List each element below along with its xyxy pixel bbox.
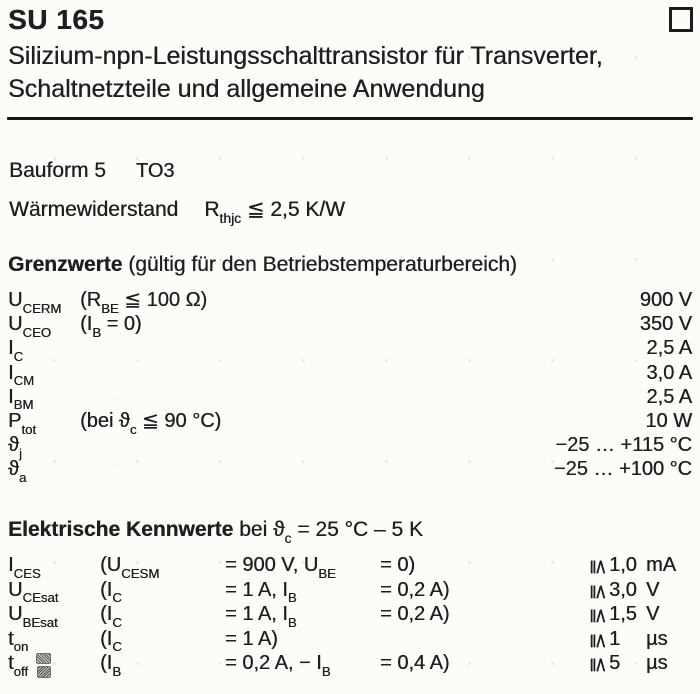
char-cond-open: ($U_{CESM}$ [100,554,160,581]
char-symbol: $I_{CES}$ [8,554,41,581]
title-divider [7,117,693,120]
limit-row [8,409,692,437]
characteristics-table [8,553,692,679]
package-value: TO3 [135,160,175,182]
limit-value: −25 … +100 °C [553,458,692,481]
char-value: 1 [609,627,621,650]
char-cond-open: ($I_B$ [100,652,122,679]
thermal-resistance-value: $R_{thjc}$ ≦ 2,5 K/W [204,198,345,226]
limit-value: 2,5 A [646,337,692,360]
limit-value: 3,0 A [646,361,692,384]
limit-condition: $(I_B = 0)$ [80,313,142,340]
corner-box-icon [669,7,693,32]
char-value: 5 [609,652,621,674]
limit-row [8,457,692,485]
char-value: 1,5 [609,603,637,625]
package-label: Bauform 5 [9,159,106,182]
limit-row [8,336,692,364]
characteristics-heading-note: bei $ϑ_c = 25$ °C – 5 K [239,518,423,546]
limit-symbol: $U_{CEO}$ [8,313,52,340]
char-cond-mid: = 1 A) [225,627,278,650]
characteristic-row [8,602,692,630]
limit-value: 350 V [639,313,692,336]
characteristic-row [8,627,692,655]
char-cond-open: ($I_C$ [100,627,122,655]
limit-value: 10 W [645,409,692,432]
subtitle-line-2: Schaltnetzteile und allgemeine Anwendung [8,75,485,103]
limits-section-heading [8,253,517,277]
page-header [8,4,693,36]
less-equal-icon: ≦ [586,558,609,576]
char-value: 1,0 [609,554,637,576]
char-symbol: $t_{off}$ [8,652,28,679]
char-cond-open: ($I_C$ [100,578,122,606]
less-equal-icon: ≦ [586,583,609,600]
char-unit: µs [646,627,668,650]
characteristics-section-heading [8,518,423,546]
char-unit: mA [646,554,676,576]
limit-row [8,361,692,389]
limit-value: 900 V [639,289,692,311]
limits-table [8,288,692,485]
limit-row [8,433,692,461]
char-symbol: $t_{on}$ [8,627,29,655]
limit-symbol: $I_C$ [8,337,24,364]
characteristic-row [8,553,692,581]
limit-value: 2,5 A [646,385,692,408]
limit-condition: ($R_{BE}$ ≦ 100 Ω) [80,289,208,316]
char-cond-mid: = 900 V, $U_{BE}$ [225,554,336,581]
limit-symbol: $I_{BM}$ [8,385,34,413]
limits-heading-bold: Grenzwerte [8,253,123,276]
scan-artifact [36,653,51,664]
limit-row [8,288,692,316]
less-equal-icon: ≦ [586,656,609,674]
char-symbol: $U_{CEsat}$ [8,578,59,606]
less-equal-icon: ≦ [586,632,609,649]
limit-symbol: $P_{tot}$ [8,409,37,437]
limit-symbol: $U_{CERM}$ [8,289,62,316]
char-value: 3,0 [609,578,637,601]
package-line [9,159,174,183]
less-equal-icon: ≦ [586,607,609,625]
description [8,40,692,106]
limit-row [8,385,692,413]
limit-symbol: $ϑ_a$ [8,458,27,485]
char-cond-end: = 0) [380,554,416,576]
char-cond-end: = 0,4 A) [380,652,450,674]
limit-symbol: $ϑ_j$ [8,434,22,461]
limit-condition: (bei $ϑ_c$ ≦ 90 °C) [80,409,222,437]
char-unit: µs [646,652,668,674]
limit-symbol: $I_{CM}$ [8,361,35,389]
char-cond-mid: = 1 A, $I_B$ [225,603,297,630]
characteristic-row [8,651,692,679]
part-number-title: SU 165 [8,4,105,35]
scan-artifact [37,666,51,678]
thermal-resistance-label: Wärmewiderstand [9,198,179,221]
subtitle-line-1: Silizium-npn-Leistungsschalttransistor für Transverter, [8,42,603,70]
thermal-resistance-line [9,197,345,226]
characteristics-heading-bold: Elektrische Kennwerte [8,518,234,541]
char-unit: V [646,578,660,601]
char-cond-open: ($I_C$ [100,603,122,630]
characteristic-row [8,578,692,606]
limit-value: −25 … +115 °C [555,434,692,457]
char-unit: V [646,603,660,625]
limits-heading-note: (gültig für den Betriebstemperaturbereich) [128,253,517,276]
char-cond-mid: = 0,2 A, − $I_B$ [225,652,331,679]
char-cond-end: = 0,2 A) [380,578,450,601]
char-symbol: $U_{BEsat}$ [8,603,58,630]
char-cond-end: = 0,2 A) [380,603,450,625]
char-cond-mid: = 1 A, $I_B$ [225,578,297,606]
